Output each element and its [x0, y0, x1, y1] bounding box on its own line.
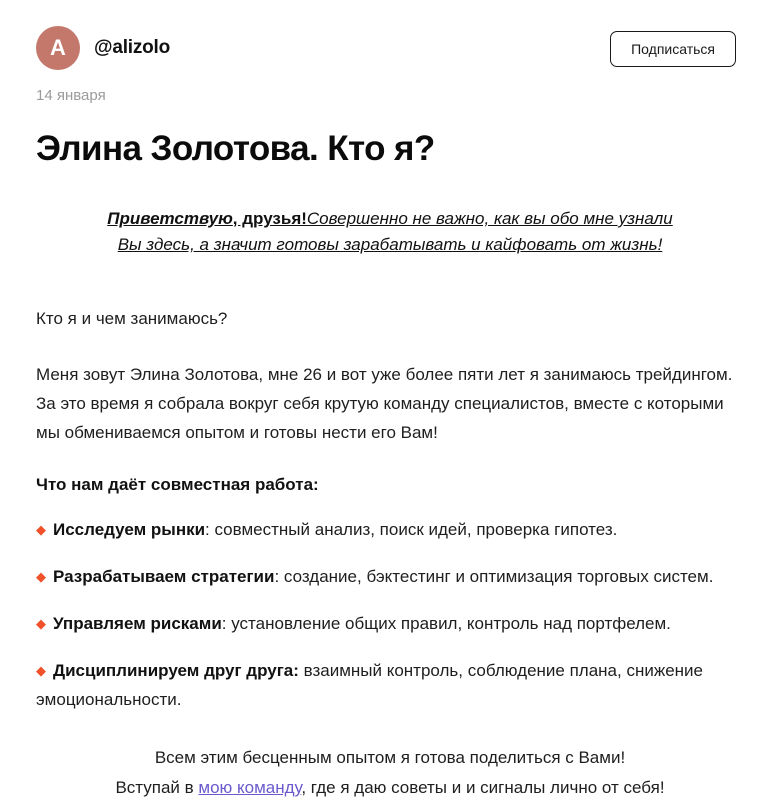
article-text-block — [36, 304, 744, 714]
list-item-rest: : совместный анализ, поиск идей, проверка гипотез. — [205, 520, 618, 539]
intro-greeting-bold-italic: Приветствую — [107, 209, 233, 228]
intro-line1-italic: Совершенно не важно, как вы обо мне узнали — [306, 209, 673, 228]
diamond-bullet-icon: ◆ — [36, 616, 46, 631]
outro-line2-after: , где я даю советы и и сигналы лично от себя! — [301, 778, 665, 797]
list-item — [36, 562, 744, 591]
diamond-bullet-icon: ◆ — [36, 522, 46, 537]
list-item-lead: Дисциплинируем друг друга: — [53, 661, 299, 680]
intro-paragraph — [50, 206, 730, 258]
about-paragraph: Меня зовут Элина Золотова, мне 26 и вот уже более пяти лет я занимаюсь трейдингом. За это время я собрала вокруг себя крутую команду специалистов, вместе с которыми мы обмениваемся опытом и готовы нести его Вам! — [36, 365, 733, 442]
list-item-rest: взаимный контроль, соблюдение плана, снижение эмоциональности. — [36, 661, 703, 709]
channel-handle[interactable]: @alizolo — [94, 37, 171, 58]
question-paragraph: Кто я и чем занимаюсь? — [36, 309, 228, 328]
diamond-bullet-icon: ◆ — [36, 569, 46, 584]
channel-header — [0, 0, 780, 80]
diamond-bullet-icon: ◆ — [36, 663, 46, 678]
benefits-subheading: Что нам даёт совместная работа: — [36, 475, 319, 494]
intro-line2-italic: Вы здесь, а значит готовы зарабатывать и кайфовать от жизнь! — [117, 235, 663, 254]
benefits-list — [36, 515, 744, 714]
list-item-lead: Разрабатываем стратегии — [53, 567, 275, 586]
page-title: Элина Золотова. Кто я? — [36, 129, 435, 168]
list-item-rest: : создание, бэктестинг и оптимизация торговых систем. — [274, 567, 714, 586]
team-link[interactable]: мою команду — [198, 778, 302, 797]
author-row[interactable] — [36, 26, 170, 70]
publish-date: 14 января — [36, 87, 106, 104]
intro-greeting-bold: , друзья! — [232, 209, 307, 228]
list-item — [36, 515, 744, 544]
list-item-rest: : установление общих правил, контроль над портфелем. — [221, 614, 671, 633]
article-body — [0, 86, 780, 803]
outro-paragraph — [50, 743, 730, 803]
list-item — [36, 609, 744, 638]
outro-line1: Всем этим бесценным опытом я готова поделиться с Вами! — [154, 748, 626, 767]
list-item-lead: Управляем рисками — [53, 614, 222, 633]
avatar: A — [36, 26, 80, 70]
subscribe-button[interactable]: Подписаться — [610, 31, 736, 67]
list-item-lead: Исследуем рынки — [53, 520, 206, 539]
outro-line2-before: Вступай в — [115, 778, 199, 797]
list-item — [36, 656, 744, 714]
